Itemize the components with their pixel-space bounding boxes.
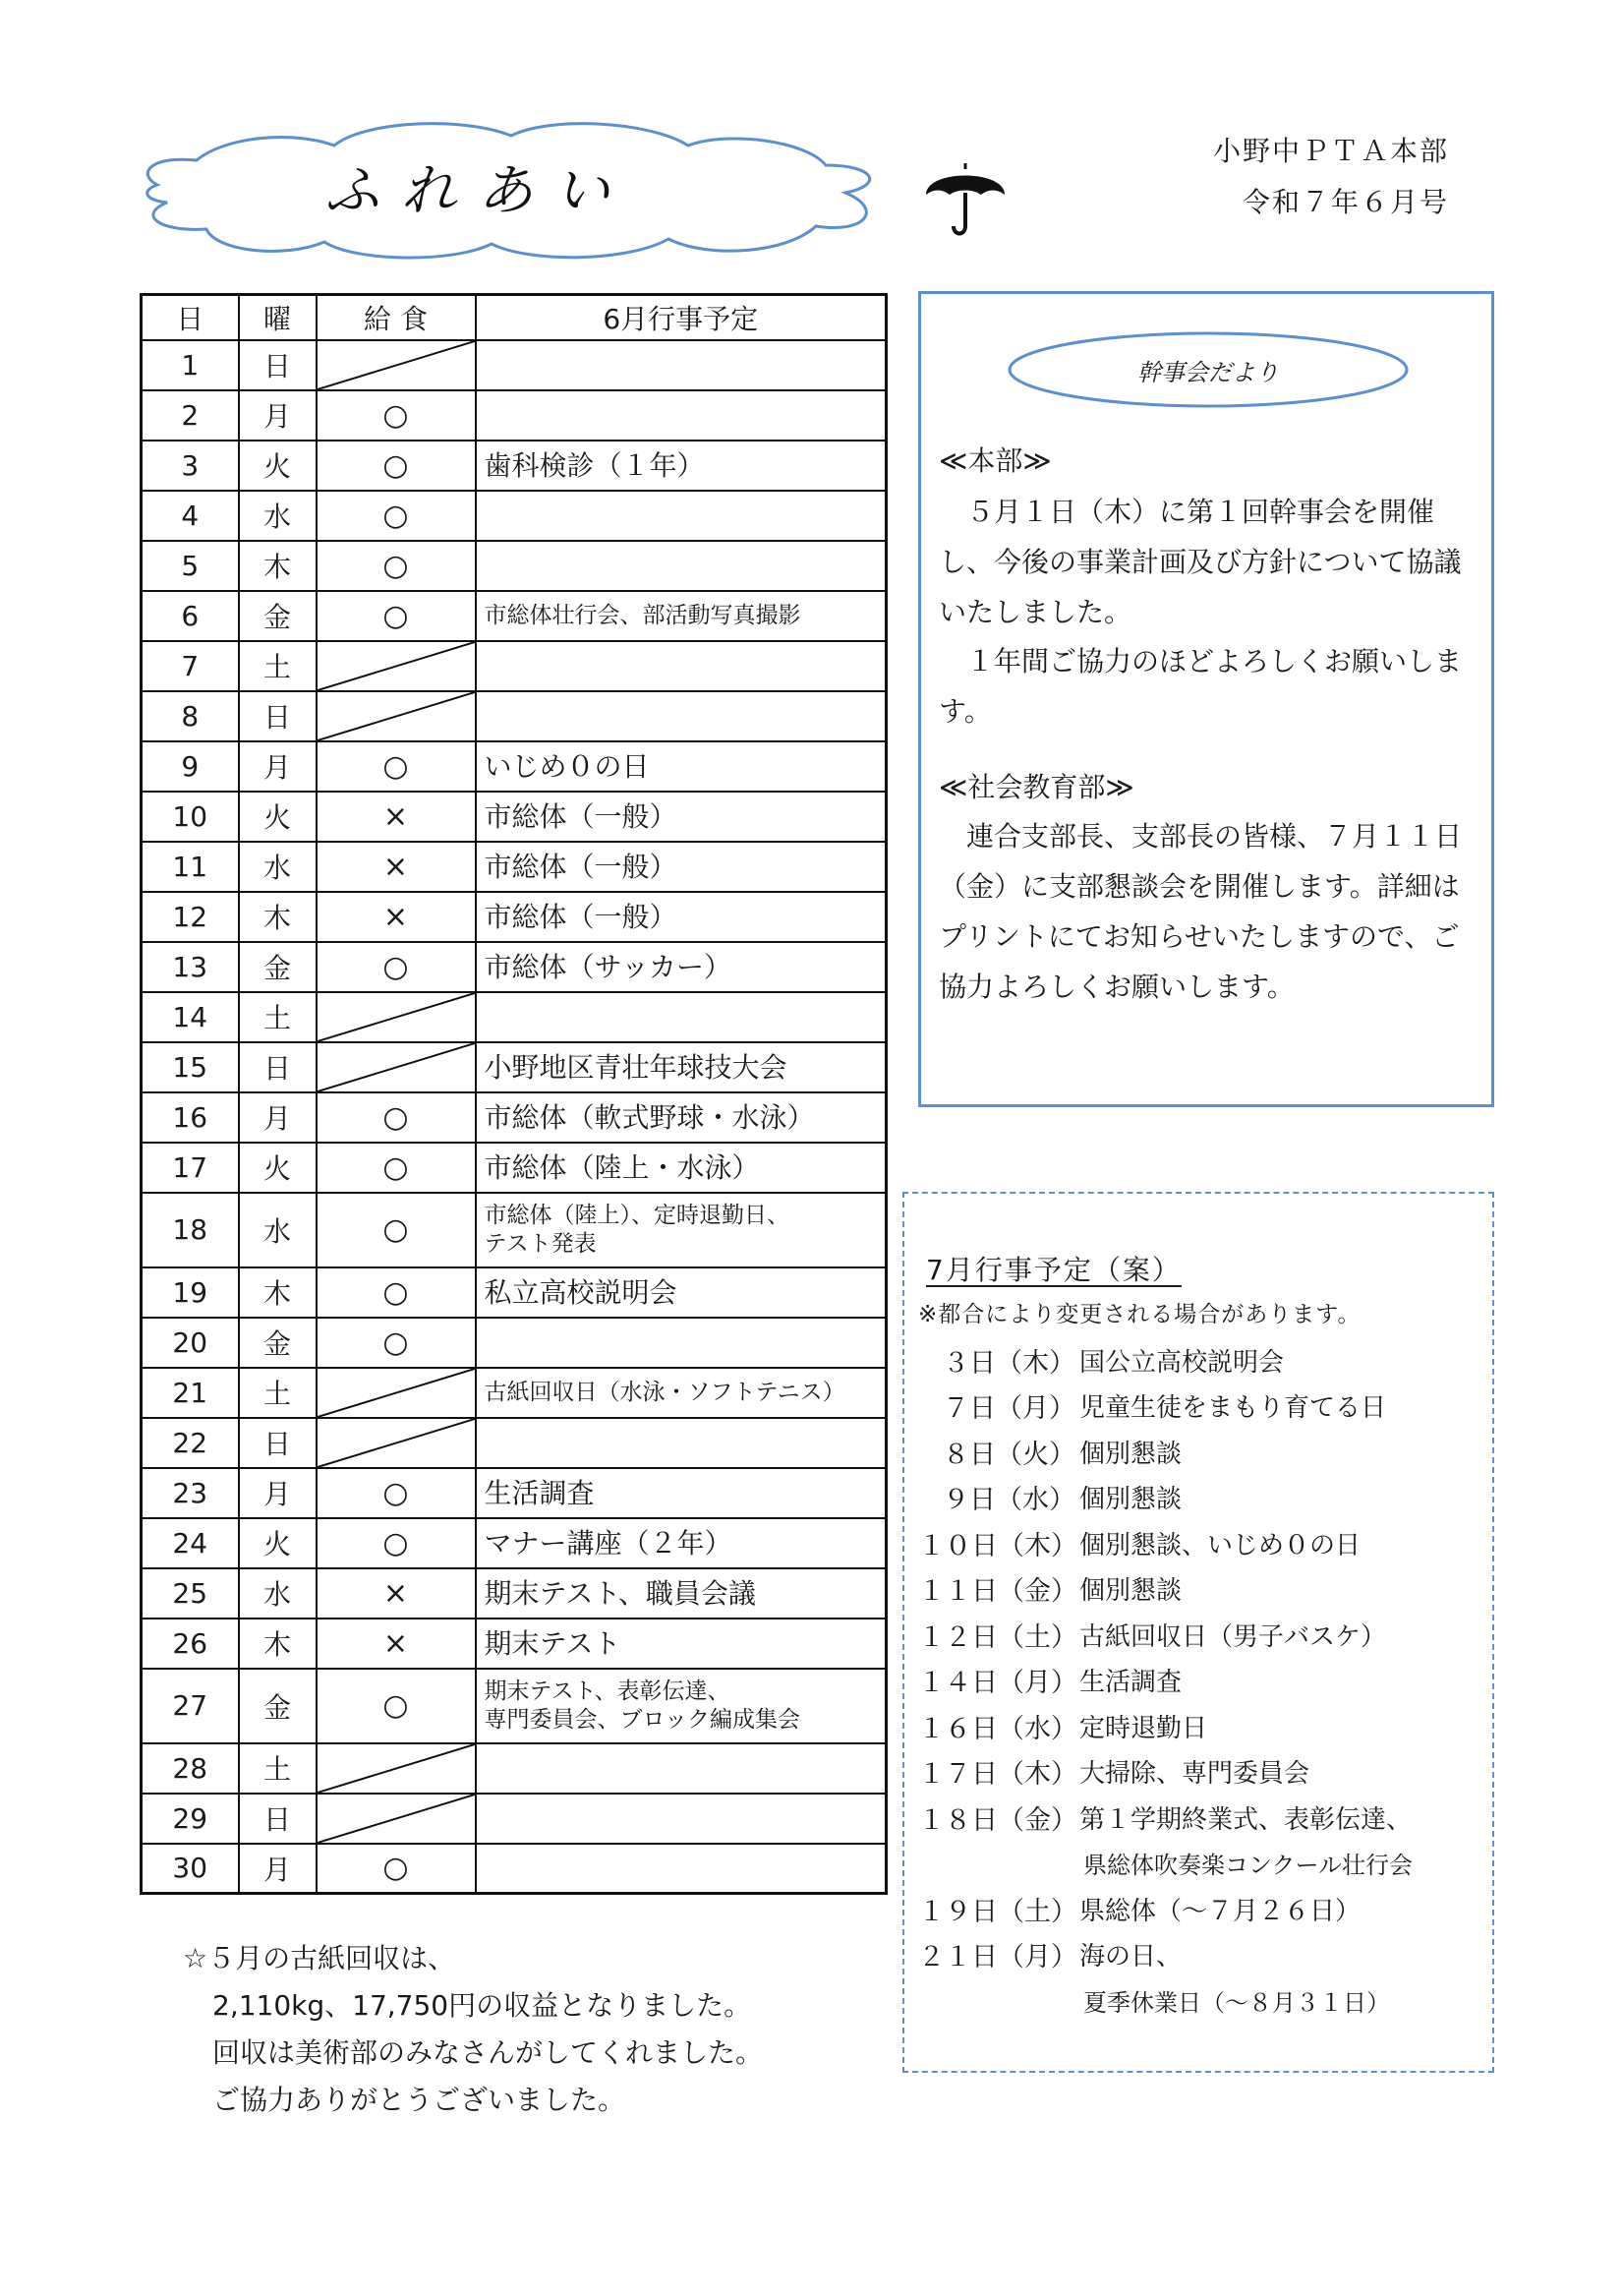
day-cell: 19 [142,1267,239,1318]
event-cell [476,1143,887,1193]
table-row [142,1568,887,1619]
july-date: １７日（木） [918,1759,1077,1791]
weekday-cell: 土 [239,1743,317,1794]
event-text: 市総体壮行会、部活動写真撮影 [484,602,801,628]
table-row [142,1318,887,1368]
event-cell [476,1743,887,1794]
weekday-cell: 火 [239,1143,317,1193]
july-date: １４日（月） [918,1668,1077,1699]
table-row [142,892,887,942]
shakai-paragraph: 連合支部長、支部長の皆様、７月１１日（金）に支部懇談会を開催します。詳細はプリントにてお知らせいたしますので、ご協力よろしくお願いします。 [939,820,1463,1003]
day-cell: 1 [142,340,239,390]
event-cell [476,1844,887,1894]
lunch-cell [317,1267,476,1318]
table-row [142,541,887,591]
table-row [142,1619,887,1669]
event-cell [476,1468,887,1518]
header-day: 日 [142,295,239,340]
list-item [918,1795,1488,1841]
lunch-cell [317,1619,476,1669]
lunch-cell [317,691,476,741]
list-item [918,1520,1488,1566]
recycle-line-3: 回収は美術部のみなさんがしてくれました。 [212,2036,764,2069]
lunch-served-mark: ○ [382,949,409,984]
table-row [142,1518,887,1568]
event-cell [476,842,887,892]
lunch-cell [317,1143,476,1193]
table-row [142,792,887,842]
weekday-cell: 水 [239,1193,317,1267]
no-lunch-slash-icon [318,1795,475,1843]
weekday-cell: 日 [239,1794,317,1844]
lunch-none-mark: × [382,1575,409,1611]
july-title: 7月行事予定（案） [926,1254,1182,1286]
weekday-cell: 金 [239,1318,317,1368]
day-cell: 28 [142,1743,239,1794]
lunch-served-mark: ○ [382,1688,409,1723]
event-cell [476,1669,887,1743]
lunch-served-mark: ○ [382,1325,409,1360]
day-cell: 24 [142,1518,239,1568]
lunch-served-mark: ○ [382,548,409,583]
july-date: ７日（月） [943,1393,1075,1425]
table-row [142,1267,887,1318]
day-cell: 3 [142,441,239,491]
event-cell [476,390,887,441]
july-list [918,1337,1488,2024]
day-cell: 11 [142,842,239,892]
july-note: ※都合により変更される場合があります。 [918,1302,1362,1327]
lunch-cell [317,1193,476,1267]
table-row [142,842,887,892]
event-text: 市総体（一般） [484,850,677,883]
event-cell [476,942,887,992]
weekday-cell: 金 [239,942,317,992]
table-row [142,1418,887,1468]
event-cell [476,491,887,541]
day-cell: 18 [142,1193,239,1267]
july-date: ８日（火） [943,1439,1075,1470]
weekday-cell: 木 [239,1619,317,1669]
table-row [142,1368,887,1418]
event-text: 小野地区青壮年球技大会 [484,1050,787,1084]
event-text: 期末テスト、表彰伝達、 [484,1678,730,1704]
event-cell [476,1193,887,1267]
july-event: 定時退勤日 [1079,1713,1208,1743]
list-item [918,1429,1488,1475]
day-cell: 5 [142,541,239,591]
no-lunch-slash-icon [318,692,475,740]
event-text: 市総体（一般） [484,900,677,933]
table-row [142,1092,887,1143]
july-date: １６日（水） [918,1713,1077,1744]
no-lunch-slash-icon [318,642,475,690]
table-row [142,741,887,792]
issue-date: 令和７年６月号 [1242,186,1449,218]
table-row [142,1743,887,1794]
table-row [142,1794,887,1844]
shakai-heading: ≪社会教育部≫ [939,771,1134,803]
july-event: 個別懇談 [1079,1576,1183,1607]
weekday-cell: 水 [239,842,317,892]
july-date: ３日（木） [943,1347,1075,1379]
july-event: 個別懇談 [1079,1485,1183,1515]
lunch-served-mark: ○ [382,447,409,483]
event-cell [476,1042,887,1092]
lunch-cell [317,741,476,792]
weekday-cell: 金 [239,1669,317,1743]
day-cell: 4 [142,491,239,541]
event-cell [476,1267,887,1318]
event-text: 市総体（サッカー） [484,950,731,983]
table-row [142,1669,887,1743]
header-events: 6月行事予定 [476,295,887,340]
weekday-cell: 土 [239,1368,317,1418]
table-row [142,1193,887,1267]
lunch-cell [317,1743,476,1794]
event-cell [476,1092,887,1143]
table-row [142,1844,887,1894]
event-cell [476,441,887,491]
lunch-cell [317,1844,476,1894]
lunch-served-mark: ○ [382,1212,409,1247]
july-event: 大掃除、専門委員会 [1079,1759,1310,1790]
weekday-cell: 日 [239,1418,317,1468]
day-cell: 7 [142,641,239,691]
lunch-cell [317,992,476,1042]
event-cell [476,340,887,390]
lunch-cell [317,390,476,441]
event-text: 市総体（陸上・水泳） [484,1150,760,1184]
table-row [142,390,887,441]
header-lunch: 給 食 [317,295,476,340]
event-cell [476,691,887,741]
event-cell [476,541,887,591]
table-row [142,340,887,390]
header-weekday: 曜 [239,295,317,340]
day-cell: 20 [142,1318,239,1368]
table-row [142,942,887,992]
lunch-cell [317,340,476,390]
table-header-row [142,295,887,340]
lunch-cell [317,1568,476,1619]
day-cell: 15 [142,1042,239,1092]
july-date: １１日（金） [918,1576,1077,1608]
event-cell [476,1418,887,1468]
lunch-served-mark: ○ [382,498,409,533]
lunch-served-mark: ○ [382,598,409,633]
weekday-cell: 水 [239,1568,317,1619]
day-cell: 6 [142,591,239,641]
day-cell: 26 [142,1619,239,1669]
july-schedule-box [902,1192,1494,2073]
event-cell [476,1794,887,1844]
day-cell: 16 [142,1092,239,1143]
weekday-cell: 火 [239,792,317,842]
weekday-cell: 木 [239,1267,317,1318]
recycle-line-1: ☆５月の古紙回収は、 [183,1942,456,1974]
event-cell [476,641,887,691]
recycle-line-4: ご協力ありがとうございました。 [212,2084,626,2116]
july-event: 児童生徒をまもり育てる日 [1079,1393,1387,1424]
event-text: 市総体（陸上）、定時退勤日、 [484,1202,789,1228]
no-lunch-slash-icon [318,993,475,1041]
list-item [918,1658,1488,1704]
lunch-cell [317,441,476,491]
no-lunch-slash-icon [318,1369,475,1417]
day-cell: 8 [142,691,239,741]
weekday-cell: 月 [239,741,317,792]
july-event: 古紙回収日（男子バスケ） [1079,1621,1387,1652]
day-cell: 13 [142,942,239,992]
event-cell [476,741,887,792]
lunch-cell [317,491,476,541]
event-text: 生活調査 [484,1476,595,1509]
weekday-cell: 火 [239,441,317,491]
list-item [918,1703,1488,1749]
weekday-cell: 日 [239,1042,317,1092]
july-date: ２１日（月） [918,1942,1077,1973]
recycle-note [183,1935,763,2124]
day-cell: 23 [142,1468,239,1518]
event-text: 市総体（一般） [484,799,677,833]
day-cell: 22 [142,1418,239,1468]
no-lunch-slash-icon [318,341,475,389]
umbrella-icon [922,155,1009,238]
weekday-cell: 月 [239,390,317,441]
lunch-cell [317,1318,476,1368]
list-item [918,1383,1488,1430]
weekday-cell: 日 [239,691,317,741]
kanjikai-news-box [918,291,1494,1107]
july-event-continued: 県総体吹奏楽コンクール壮行会 [1083,1852,1414,1880]
lunch-none-mark: × [382,849,409,884]
event-cell [476,1368,887,1418]
july-date: １０日（木） [918,1530,1077,1561]
table-row [142,1468,887,1518]
july-event: 生活調査 [1079,1668,1183,1698]
day-cell: 30 [142,1844,239,1894]
weekday-cell: 木 [239,541,317,591]
july-event: 県総体（～７月２６日） [1079,1896,1362,1926]
july-date: ９日（水） [943,1485,1075,1516]
table-row [142,591,887,641]
lunch-served-mark: ○ [382,1149,409,1185]
day-cell: 14 [142,992,239,1042]
honbu-paragraph-1: ５月１日（木）に第１回幹事会を開催し、今後の事業計画及び方針について協議いたしました。 [939,496,1462,628]
weekday-cell: 木 [239,892,317,942]
july-event: 個別懇談、いじめ０の日 [1079,1530,1362,1560]
table-row [142,441,887,491]
weekday-cell: 土 [239,641,317,691]
lunch-none-mark: × [382,1625,409,1661]
weekday-cell: 水 [239,491,317,541]
july-event: 国公立高校説明会 [1079,1347,1285,1378]
weekday-cell: 月 [239,1092,317,1143]
lunch-cell [317,1518,476,1568]
event-cell [476,1568,887,1619]
list-item [918,1612,1488,1658]
lunch-served-mark: ○ [382,1525,409,1560]
no-lunch-slash-icon [318,1744,475,1793]
lunch-cell [317,942,476,992]
event-text-line-2: テスト発表 [484,1230,597,1257]
day-cell: 2 [142,390,239,441]
lunch-cell [317,1368,476,1418]
lunch-cell [317,1669,476,1743]
event-cell [476,1318,887,1368]
newsletter-title: ふれあい [324,159,631,223]
table-row [142,641,887,691]
lunch-cell [317,641,476,691]
lunch-cell [317,591,476,641]
lunch-served-mark: ○ [382,748,409,784]
lunch-served-mark: ○ [382,1851,409,1886]
lunch-served-mark: ○ [382,1099,409,1135]
day-cell: 10 [142,792,239,842]
lunch-cell [317,792,476,842]
table-row [142,691,887,741]
honbu-heading: ≪本部≫ [939,444,1052,477]
table-row [142,1042,887,1092]
weekday-cell: 火 [239,1518,317,1568]
day-cell: 25 [142,1568,239,1619]
event-text: いじめ０の日 [484,749,650,783]
no-lunch-slash-icon [318,1043,475,1091]
day-cell: 9 [142,741,239,792]
list-item [918,1337,1488,1383]
event-text: 古紙回収日（水泳・ソフトテニス） [484,1379,845,1405]
organization-name: 小野中ＰＴＡ本部 [1213,135,1450,167]
event-cell [476,591,887,641]
kanjikai-title: 幹事会だより [1137,359,1279,386]
lunch-served-mark: ○ [382,1274,409,1310]
day-cell: 29 [142,1794,239,1844]
lunch-served-mark: ○ [382,1475,409,1510]
june-schedule-table [140,293,888,1895]
july-event: 海の日、 [1079,1942,1183,1972]
july-date: １９日（土） [918,1896,1077,1927]
table-row [142,992,887,1042]
schedule-body [142,340,887,1894]
lunch-cell [317,1468,476,1518]
lunch-none-mark: × [382,798,409,834]
day-cell: 21 [142,1368,239,1418]
event-text: マナー講座（２年） [484,1526,732,1560]
event-cell [476,992,887,1042]
weekday-cell: 土 [239,992,317,1042]
lunch-cell [317,1794,476,1844]
list-item [918,1475,1488,1521]
day-cell: 27 [142,1669,239,1743]
lunch-served-mark: ○ [382,397,409,433]
event-text-line-2: 専門委員会、ブロック編成集会 [484,1706,801,1733]
table-row [142,491,887,541]
event-cell [476,792,887,842]
weekday-cell: 月 [239,1844,317,1894]
day-cell: 17 [142,1143,239,1193]
july-event-continued: 夏季休業日（～８月３１日） [1083,1988,1390,2017]
lunch-cell [317,842,476,892]
honbu-paragraph-2: １年間ご協力のほどよろしくお願いします。 [939,645,1463,728]
lunch-cell [317,1042,476,1092]
no-lunch-slash-icon [318,1419,475,1467]
list-item [918,1749,1488,1796]
lunch-cell [317,1092,476,1143]
list-item [918,1566,1488,1613]
event-text: 市総体（軟式野球・水泳） [484,1100,815,1134]
event-cell [476,1619,887,1669]
event-cell [476,892,887,942]
recycle-line-2: 2,110kg、17,750円の収益となりました。 [212,1989,752,2022]
event-text: 歯科検診（１年） [484,448,705,482]
table-row [142,1143,887,1193]
weekday-cell: 金 [239,591,317,641]
list-item [918,1886,1488,1932]
lunch-cell [317,1418,476,1468]
july-event: 第１学期終業式、表彰伝達、 [1079,1804,1413,1835]
list-item [918,1932,1488,1978]
july-event: 個別懇談 [1079,1439,1183,1469]
weekday-cell: 月 [239,1468,317,1518]
lunch-none-mark: × [382,899,409,934]
event-text: 私立高校説明会 [484,1275,677,1309]
event-cell [476,1518,887,1568]
lunch-cell [317,892,476,942]
july-date: １２日（土） [918,1621,1077,1653]
lunch-cell [317,541,476,591]
event-text: 期末テスト、職員会議 [484,1576,756,1610]
day-cell: 12 [142,892,239,942]
july-date: １８日（金） [918,1804,1077,1836]
event-text: 期末テスト [484,1626,621,1660]
weekday-cell: 日 [239,340,317,390]
